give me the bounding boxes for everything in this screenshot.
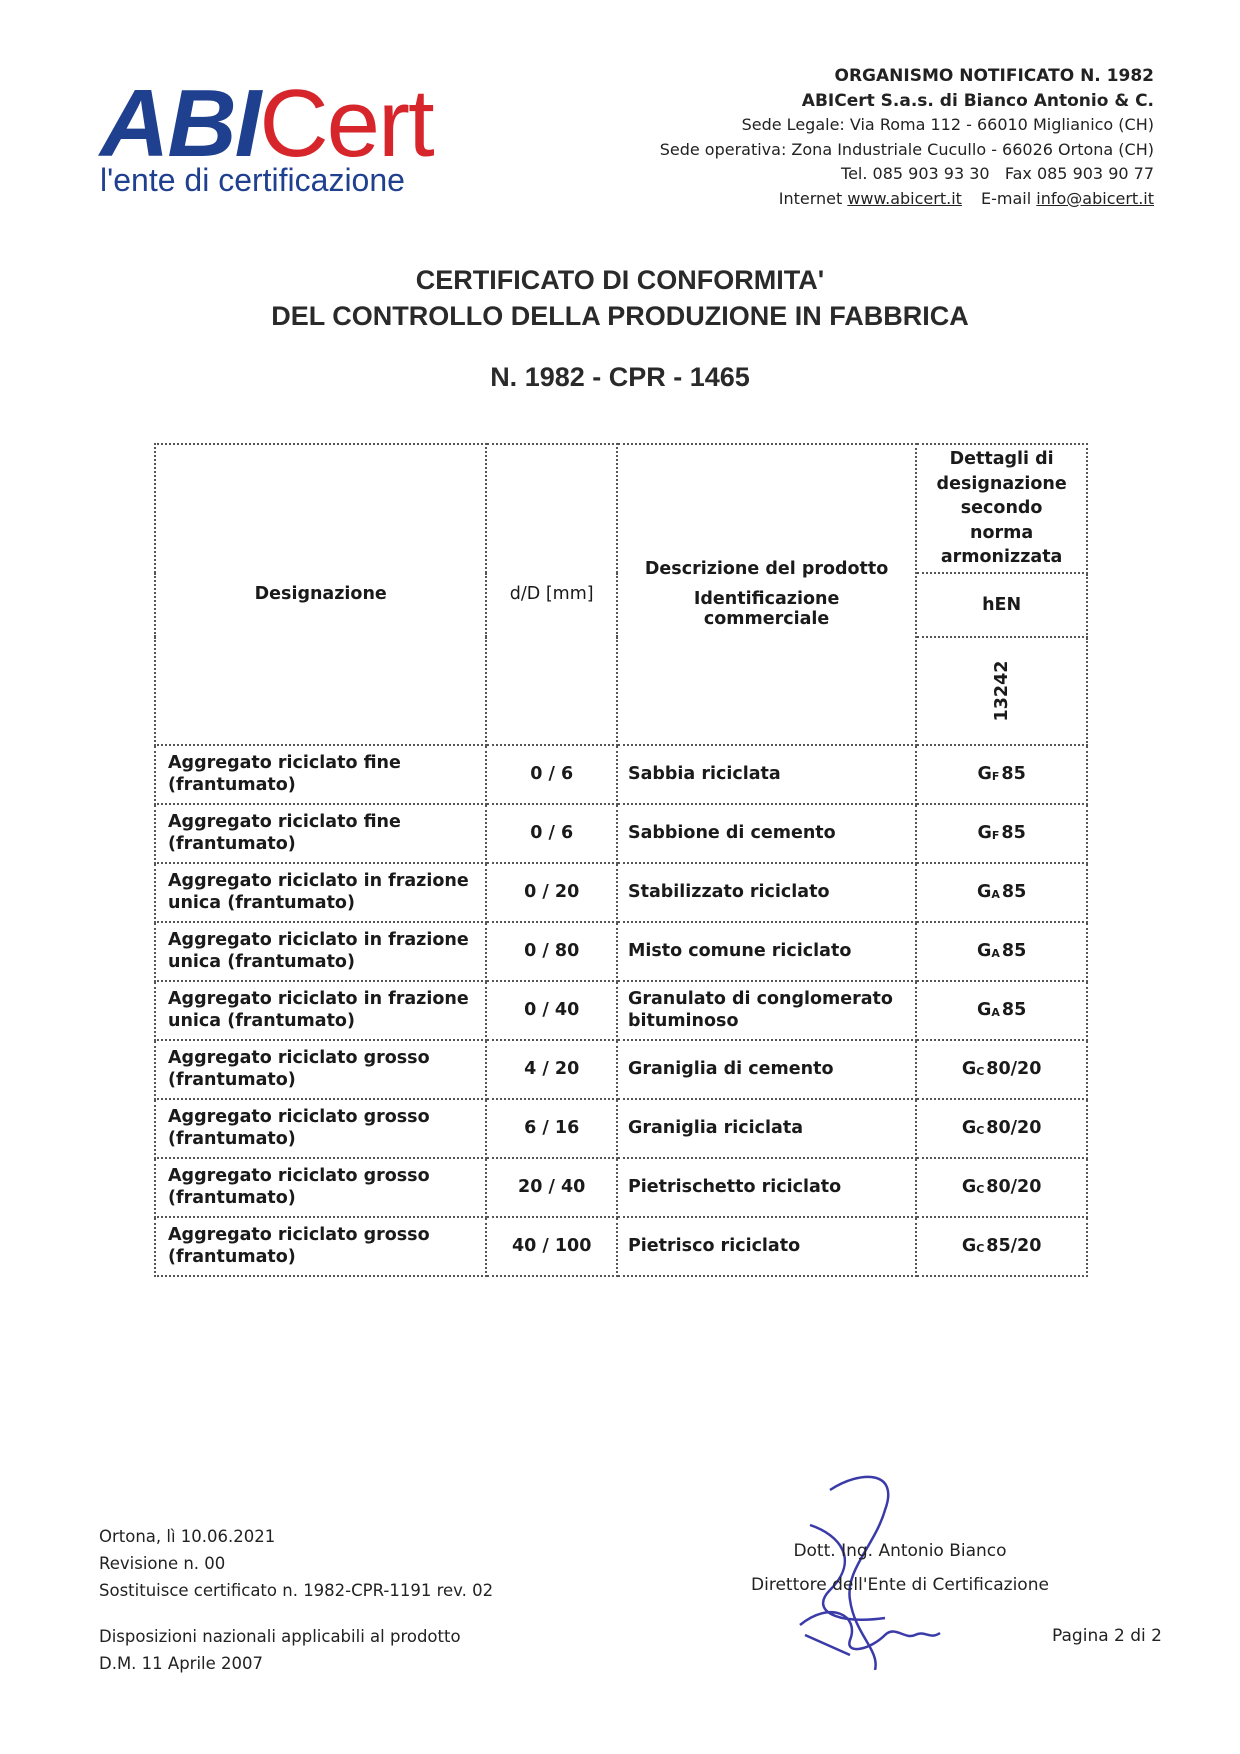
header-hen: hEN (916, 573, 1087, 637)
row-designation: Aggregato riciclato in frazione unica (frantumato) (155, 922, 486, 981)
signer-block (740, 1534, 1060, 1602)
header-description (617, 444, 916, 745)
value-subscript: F (991, 829, 1000, 842)
value-symbol: G (961, 1059, 977, 1079)
value-subscript: F (991, 770, 1000, 783)
row-designation: Aggregato riciclato in frazione unica (frantumato) (155, 863, 486, 922)
value-number: 85 (1001, 941, 1027, 961)
table-row (155, 1217, 1087, 1276)
value-symbol: G (961, 1236, 977, 1256)
row-designation-value (916, 922, 1087, 981)
value-symbol: G (977, 882, 992, 902)
email-label: E-mail (981, 188, 1032, 208)
table-row (155, 981, 1087, 1040)
row-designation: Aggregato riciclato grosso (frantumato) (155, 1158, 486, 1217)
row-designation: Aggregato riciclato fine (frantumato) (155, 804, 486, 863)
certificate-number: N. 1982 - CPR - 1465 (490, 362, 750, 392)
row-dimension: 40 / 100 (486, 1217, 617, 1276)
internet-label: Internet (778, 188, 843, 208)
header-description-line1: Descrizione del prodotto (644, 559, 889, 580)
table-row (155, 1040, 1087, 1099)
table-row (155, 1099, 1087, 1158)
title-line-1: CERTIFICATO DI CONFORMITA' (415, 265, 825, 295)
notified-body-line: ORGANISMO NOTIFICATO N. 1982 (834, 66, 1154, 86)
row-designation: Aggregato riciclato grosso (frantumato) (155, 1217, 486, 1276)
abicert-logo (100, 70, 440, 206)
table-header-row (155, 444, 1087, 573)
row-designation: Aggregato riciclato in frazione unica (frantumato) (155, 981, 486, 1040)
row-description: Graniglia di cemento (617, 1040, 916, 1099)
header-details: Dettagli di designazione secondo norma armonizzata (916, 444, 1087, 573)
value-subscript: A (991, 888, 1000, 901)
page-number: Pagina 2 di 2 (1052, 1626, 1162, 1646)
value-subscript: C (976, 1065, 985, 1078)
row-description: Granulato di conglomerato bituminoso (617, 981, 916, 1040)
row-dimension: 0 / 40 (486, 981, 617, 1040)
value-symbol: G (961, 1177, 977, 1197)
row-designation-value (916, 1040, 1087, 1099)
value-symbol: G (977, 823, 992, 843)
email-link[interactable]: info@abicert.it (1036, 188, 1154, 208)
footer-provisions (99, 1623, 461, 1677)
row-dimension: 0 / 6 (486, 804, 617, 863)
organization-info (660, 64, 1154, 211)
row-designation: Aggregato riciclato fine (frantumato) (155, 745, 486, 804)
product-table (154, 443, 1088, 1277)
value-subscript: A (991, 1006, 1000, 1019)
table-row (155, 745, 1087, 804)
company-name: ABICert S.a.s. di Bianco Antonio & C. (801, 90, 1154, 111)
value-subscript: C (976, 1183, 985, 1196)
revision: Revisione n. 00 (99, 1554, 226, 1573)
header-dimension: d/D [mm] (486, 444, 617, 745)
row-description: Sabbione di cemento (617, 804, 916, 863)
row-designation-value (916, 1158, 1087, 1217)
header-norm (916, 637, 1087, 745)
row-description: Pietrisco riciclato (617, 1217, 916, 1276)
table-row (155, 804, 1087, 863)
value-number: 85 (1001, 823, 1026, 843)
table-row (155, 922, 1087, 981)
logo-tagline: l'ente di certificazione (100, 162, 405, 198)
certificate-title (0, 262, 1240, 334)
row-designation-value (916, 1217, 1087, 1276)
value-number: 85 (1001, 764, 1026, 784)
decree: D.M. 11 Aprile 2007 (99, 1654, 264, 1673)
legal-address: Sede Legale: Via Roma 112 - 66010 Miglianico (CH) (741, 115, 1154, 134)
value-number: 85 (1001, 882, 1027, 902)
value-subscript: C (976, 1124, 985, 1137)
value-number: 80/20 (986, 1059, 1042, 1079)
value-symbol: G (961, 1118, 977, 1138)
row-description: Graniglia riciclata (617, 1099, 916, 1158)
table-row (155, 863, 1087, 922)
value-symbol: G (977, 1000, 992, 1020)
replaces-certificate: Sostituisce certificato n. 1982-CPR-1191 rev. 02 (99, 1581, 494, 1600)
header-designation: Designazione (155, 444, 486, 745)
table-body (155, 745, 1087, 1276)
title-line-2: DEL CONTROLLO DELLA PRODUZIONE IN FABBRICA (271, 301, 969, 331)
phone-fax: Tel. 085 903 93 30 Fax 085 903 90 77 (841, 164, 1154, 183)
header-description-line2: Identificazione commerciale (693, 589, 840, 630)
row-designation-value (916, 863, 1087, 922)
signer-name: Dott. Ing. Antonio Bianco (793, 1541, 1007, 1561)
row-description: Sabbia riciclata (617, 745, 916, 804)
row-dimension: 0 / 80 (486, 922, 617, 981)
national-provisions: Disposizioni nazionali applicabili al prodotto (99, 1627, 461, 1646)
row-designation-value (916, 804, 1087, 863)
footer-issue-info (99, 1523, 493, 1604)
operating-address: Sede operativa: Zona Industriale Cucullo - 66026 Ortona (CH) (659, 139, 1154, 159)
value-subscript: A (991, 947, 1000, 960)
value-number: 80/20 (986, 1118, 1042, 1138)
value-number: 80/20 (986, 1177, 1042, 1197)
row-designation-value (916, 1099, 1087, 1158)
row-dimension: 0 / 20 (486, 863, 617, 922)
value-symbol: G (977, 941, 992, 961)
place-date: Ortona, lì 10.06.2021 (99, 1527, 276, 1546)
row-designation: Aggregato riciclato grosso (frantumato) (155, 1099, 486, 1158)
row-dimension: 20 / 40 (486, 1158, 617, 1217)
signer-role: Direttore dell'Ente di Certificazione (751, 1575, 1049, 1595)
logo-wordmark: ABICert (100, 70, 433, 177)
row-designation: Aggregato riciclato grosso (frantumato) (155, 1040, 486, 1099)
table-row (155, 1158, 1087, 1217)
row-dimension: 4 / 20 (486, 1040, 617, 1099)
value-number: 85 (1001, 1000, 1027, 1020)
row-designation-value (916, 981, 1087, 1040)
row-designation-value (916, 745, 1087, 804)
row-description: Stabilizzato riciclato (617, 863, 916, 922)
value-symbol: G (977, 764, 992, 784)
value-subscript: C (976, 1242, 985, 1255)
website-link[interactable]: www.abicert.it (847, 188, 962, 208)
value-number: 85/20 (986, 1236, 1042, 1256)
row-dimension: 0 / 6 (486, 745, 617, 804)
web-contacts (660, 187, 1154, 212)
norm-number: 13242 (991, 660, 1012, 721)
row-dimension: 6 / 16 (486, 1099, 617, 1158)
row-description: Misto comune riciclato (617, 922, 916, 981)
row-description: Pietrischetto riciclato (617, 1158, 916, 1217)
